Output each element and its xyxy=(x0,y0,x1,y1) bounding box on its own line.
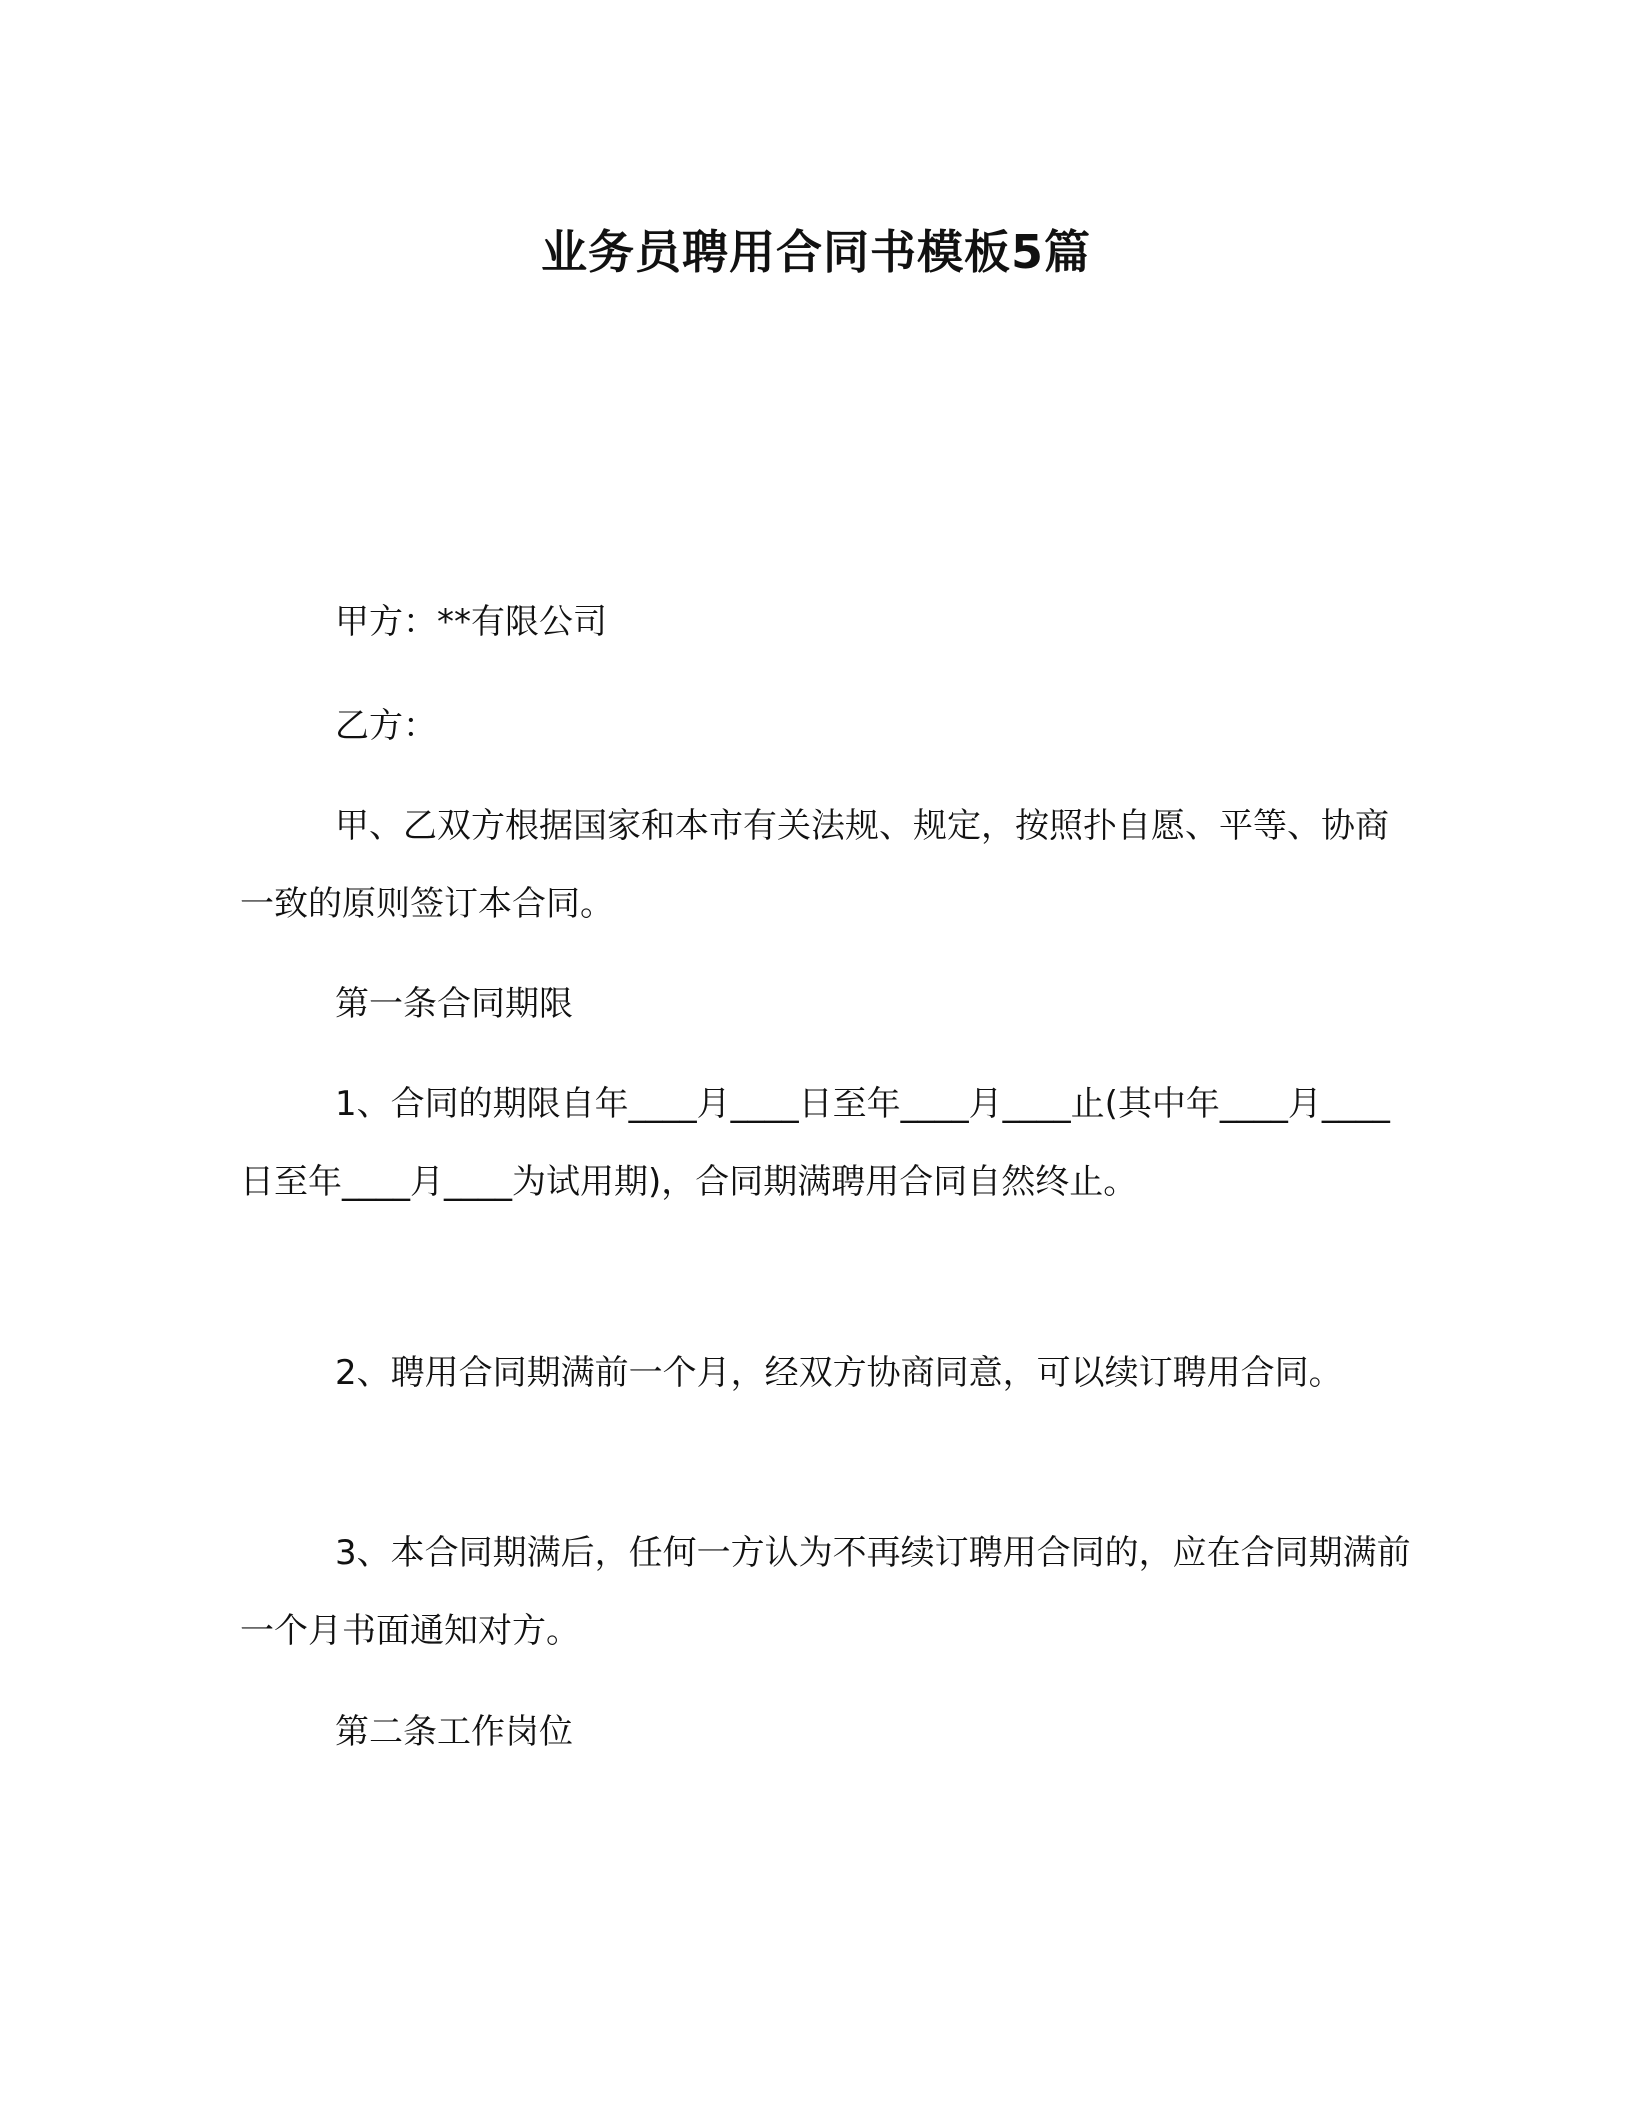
paragraph-clause-3: 3、本合同期满后，任何一方认为不再续订聘用合同的，应在合同期满前一个月书面通知对方。 xyxy=(240,1533,1411,1651)
paragraph-clause-1: 1、合同的期限自年____月____日至年____月____止(其中年____月____日至年____月____为试用期)，合同期满聘用合同自然终止。 xyxy=(240,1084,1390,1202)
section-heading-contract-term: 第一条合同期限 xyxy=(335,984,573,1024)
paragraph-party-a: 甲方：**有限公司 xyxy=(335,602,607,642)
section-heading-job-position: 第二条工作岗位 xyxy=(335,1712,573,1752)
paragraph-party-b: 乙方： xyxy=(335,706,437,746)
document-title: 业务员聘用合同书模板5篇 xyxy=(540,225,1091,279)
paragraph-clause-2: 2、聘用合同期满前一个月，经双方协商同意，可以续订聘用合同。 xyxy=(335,1353,1343,1393)
paragraph-preamble: 甲、乙双方根据国家和本市有关法规、规定，按照扑自愿、平等、协商一致的原则签订本合同。 xyxy=(240,806,1389,924)
